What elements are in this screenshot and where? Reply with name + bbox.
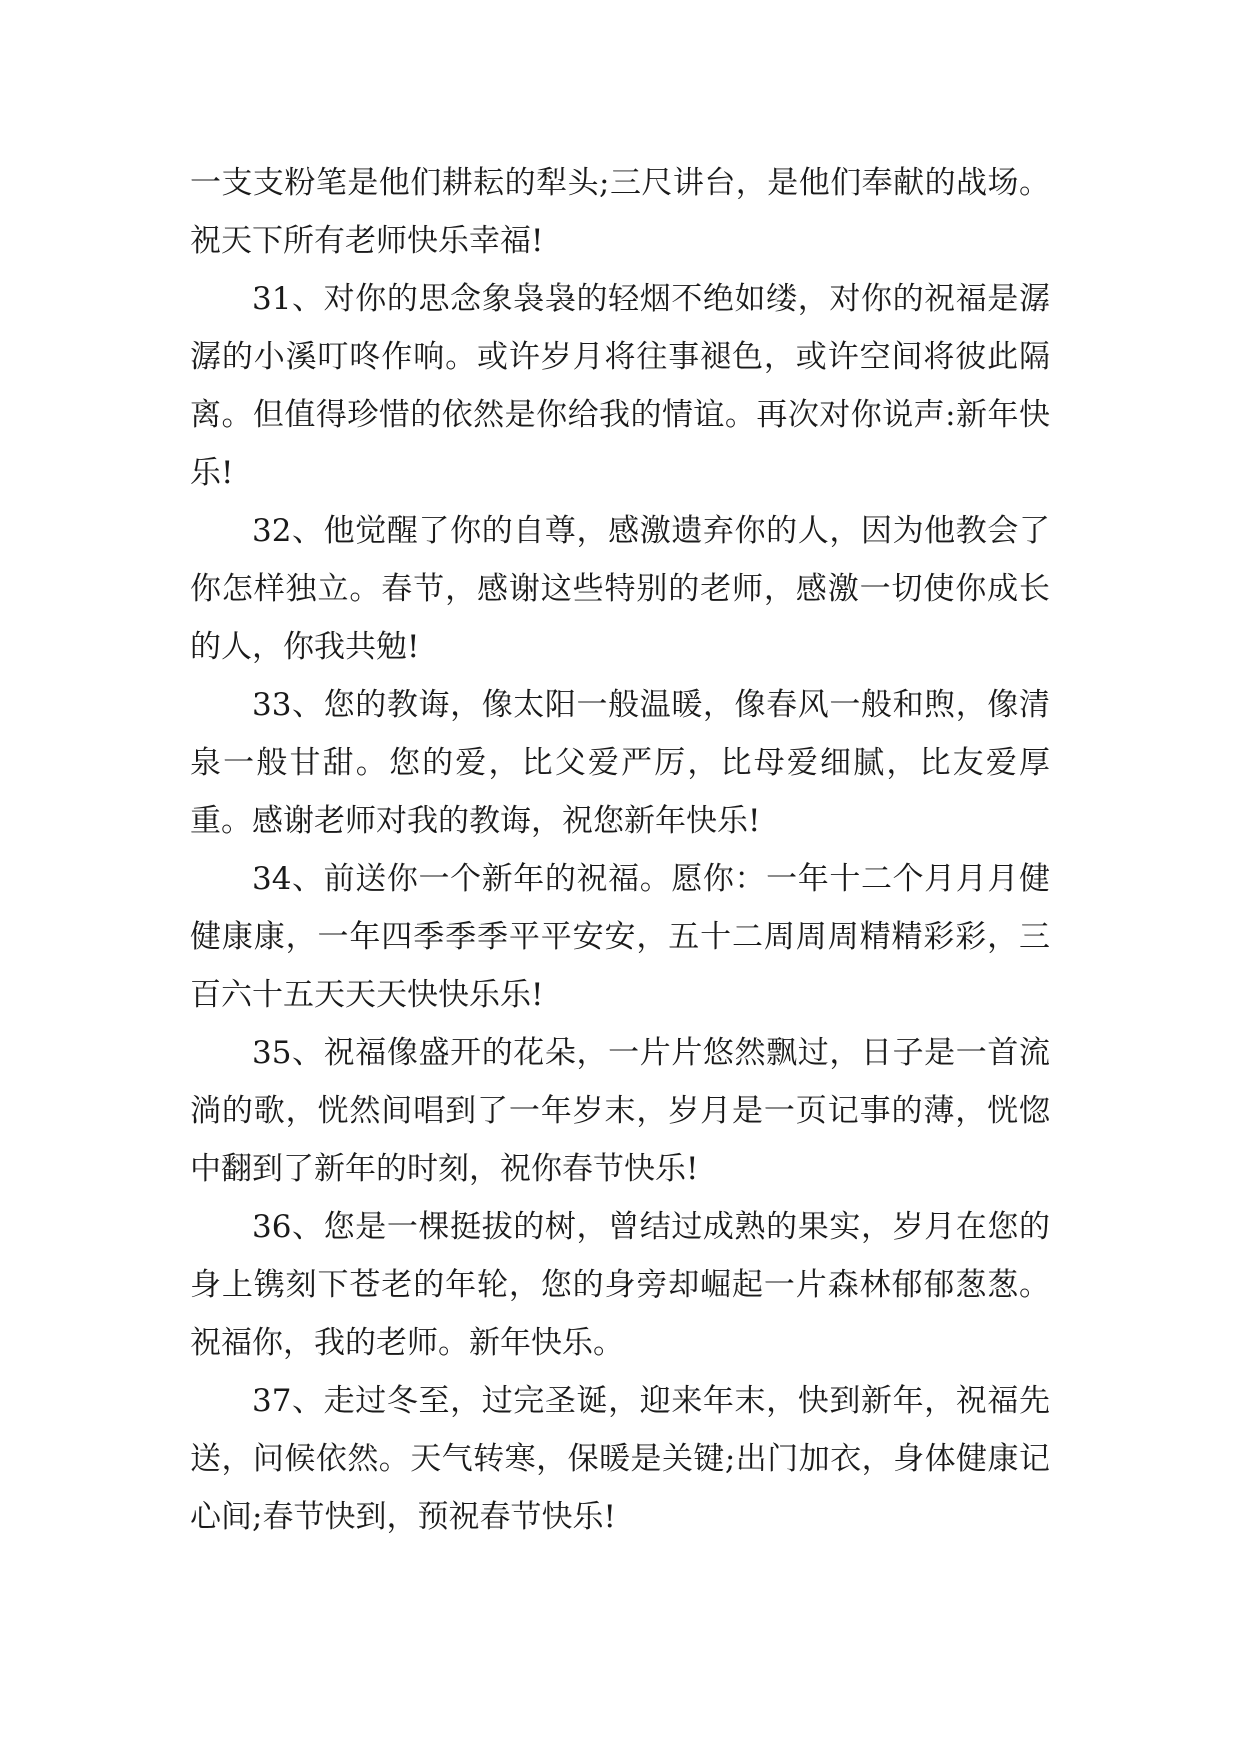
paragraph: 35、祝福像盛开的花朵，一片片悠然飘过，日子是一首流淌的歌，恍然间唱到了一年岁末，岁月是一页记事的薄，恍惚中翻到了新年的时刻，祝你春节快乐! xyxy=(190,1035,1050,1187)
paragraph: 33、您的教诲，像太阳一般温暖，像春风一般和煦，像清泉一般甘甜。您的爱，比父爱严厉，比母爱细腻，比友爱厚重。感谢老师对我的教诲，祝您新年快乐! xyxy=(190,687,1050,839)
paragraph: 34、前送你一个新年的祝福。愿你：一年十二个月月月健健康康，一年四季季季平平安安，五十二周周周精精彩彩，三百六十五天天天快快乐乐! xyxy=(190,861,1050,1013)
paragraph: 一支支粉笔是他们耕耘的犁头;三尺讲台，是他们奉献的战场。祝天下所有老师快乐幸福! xyxy=(190,165,1050,259)
paragraph: 36、您是一棵挺拔的树，曾结过成熟的果实，岁月在您的身上镌刻下苍老的年轮，您的身旁却崛起一片森林郁郁葱葱。祝福你，我的老师。新年快乐。 xyxy=(190,1209,1050,1361)
paragraph: 32、他觉醒了你的自尊，感激遗弃你的人，因为他教会了你怎样独立。春节，感谢这些特别的老师，感激一切使你成长的人，你我共勉! xyxy=(190,513,1050,665)
paragraph: 37、走过冬至，过完圣诞，迎来年末，快到新年，祝福先送，问候依然。天气转寒，保暖是关键;出门加衣，身体健康记心间;春节快到，预祝春节快乐! xyxy=(190,1383,1050,1535)
paragraph: 31、对你的思念象袅袅的轻烟不绝如缕，对你的祝福是潺潺的小溪叮咚作响。或许岁月将往事褪色，或许空间将彼此隔离。但值得珍惜的依然是你给我的情谊。再次对你说声:新年快乐! xyxy=(190,281,1050,491)
document-body xyxy=(190,154,1050,1546)
